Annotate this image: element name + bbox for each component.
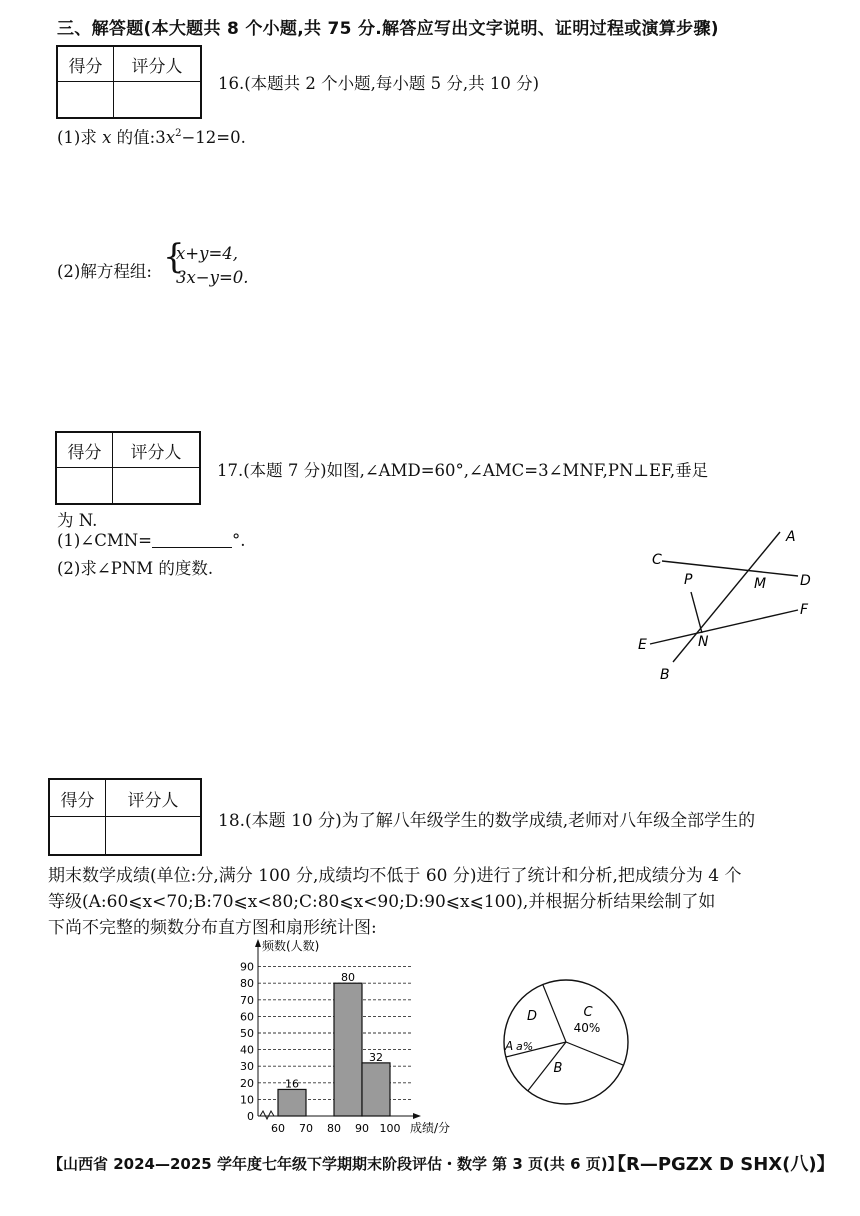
- y-tick-label: 10: [240, 1093, 254, 1107]
- q18-header: 18.(本题 10 分)为了解八年级学生的数学成绩,老师对八年级全部学生的: [218, 811, 756, 831]
- y-axis-arrow: [255, 939, 261, 947]
- q16-p1-var2: x: [165, 128, 176, 147]
- x-tick-label: 80: [327, 1122, 341, 1135]
- q16-header: 16.(本题共 2 个小题,每小题 5 分,共 10 分): [218, 74, 540, 93]
- q16-part1: [57, 124, 246, 148]
- label-c: C: [652, 552, 662, 568]
- histogram-bar: [334, 983, 362, 1116]
- grader-cell[interactable]: [114, 82, 200, 117]
- q17-p1-suffix: °.: [231, 531, 246, 550]
- q16-part2-label: (2)解方程组:: [57, 262, 152, 281]
- grader-label: 评分人: [106, 780, 200, 817]
- q18-line2: 期末数学成绩(单位:分,满分 100 分,成绩均不低于 60 分)进行了统计和分析,把成绩分为 4 个: [48, 866, 742, 886]
- y-tick-label: 90: [240, 960, 254, 974]
- label-f: F: [800, 602, 809, 618]
- q16-eq2: 3x−y=0.: [176, 268, 249, 287]
- y-tick-label: 40: [240, 1043, 254, 1057]
- paper-code: 【R—PGZX D SHX(八)】: [608, 1154, 835, 1175]
- x-axis-arrow: [413, 1113, 421, 1119]
- slice-label-d: D: [526, 1009, 538, 1024]
- slice-percent-a: a%: [516, 1040, 534, 1053]
- x-tick-label: 70: [299, 1122, 313, 1135]
- label-m: M: [754, 576, 767, 592]
- axis-break-symbol: [260, 1111, 274, 1119]
- y-tick-label: 20: [240, 1076, 254, 1090]
- page-footer: 【山西省 2024—2025 学年度七年级下学期期末阶段评估・数学 第 3 页(共 6 页)】: [48, 1155, 623, 1173]
- answer-blank[interactable]: [152, 533, 232, 548]
- y-tick-label: 70: [240, 993, 254, 1007]
- score-box-q16: [56, 45, 202, 119]
- slice-label-a: A: [505, 1039, 514, 1053]
- x-axis-label: 成绩/分: [410, 1121, 451, 1135]
- x-tick-label: 100: [379, 1122, 401, 1135]
- q17-header: 17.(本题 7 分)如图,∠AMD=60°,∠AMC=3∠MNF,PN⊥EF,垂足: [217, 461, 709, 480]
- y-tick-label: 60: [240, 1010, 254, 1024]
- score-label: 得分: [50, 780, 106, 817]
- score-label: 得分: [58, 47, 114, 82]
- geometry-figure: [630, 522, 830, 687]
- histogram: [222, 936, 472, 1136]
- label-p: P: [684, 572, 693, 588]
- q17-cont: 为 N.: [57, 511, 98, 530]
- bar-value-label: 16: [285, 1077, 299, 1091]
- q16-p1-tail: −12=0.: [181, 128, 246, 147]
- bar-value-label: 32: [369, 1050, 383, 1064]
- line-cd: [662, 561, 798, 576]
- y-tick-label: 50: [240, 1027, 254, 1040]
- q16-p1-exponent: 2: [175, 128, 182, 139]
- q17-part1: [57, 531, 245, 550]
- q16-p1-mid: 的值:3: [111, 128, 166, 147]
- score-label: 得分: [57, 433, 113, 468]
- label-d: D: [800, 573, 811, 589]
- label-n: N: [698, 634, 709, 650]
- bar-value-label: 80: [341, 971, 355, 985]
- line-ab: [673, 532, 780, 662]
- pie-chart: [496, 972, 636, 1112]
- score-cell[interactable]: [58, 82, 114, 117]
- y-axis-label: 频数(人数): [262, 939, 320, 953]
- q16-eq1: x+y=4,: [176, 244, 239, 263]
- q17-p1-prefix: (1)∠CMN=: [57, 531, 152, 550]
- slice-label-b: B: [553, 1061, 563, 1076]
- grader-cell[interactable]: [113, 468, 199, 503]
- histogram-bar: [362, 1063, 390, 1116]
- q16-p1-var: x: [102, 128, 112, 147]
- q18-line3: 等级(A:60⩽x<70;B:70⩽x<80;C:80⩽x<90;D:90⩽x⩽100),并根据分析结果绘制了如: [48, 892, 716, 912]
- score-cell[interactable]: [50, 817, 106, 854]
- line-pn: [691, 592, 702, 633]
- equation-brace: {: [163, 237, 185, 277]
- score-box-q17: [55, 431, 201, 505]
- slice-percent-c: 40%: [573, 1021, 601, 1035]
- label-b: B: [660, 667, 670, 683]
- slice-label-c: C: [583, 1005, 593, 1020]
- grader-cell[interactable]: [106, 817, 200, 854]
- histogram-bar: [278, 1089, 306, 1116]
- y-tick-label: 80: [240, 977, 254, 991]
- score-cell[interactable]: [57, 468, 113, 503]
- label-a: A: [786, 529, 796, 545]
- section-title: 三、解答题(本大题共 8 个小题,共 75 分.解答应写出文字说明、证明过程或演算步骤): [57, 19, 719, 39]
- label-e: E: [638, 637, 647, 653]
- x-tick-label: 90: [355, 1122, 369, 1135]
- q16-p1-prefix: (1)求: [57, 128, 103, 147]
- y-tick-label: 30: [240, 1060, 254, 1074]
- score-box-q18: [48, 778, 202, 856]
- y-tick-label: 0: [247, 1110, 254, 1123]
- grader-label: 评分人: [114, 47, 200, 82]
- grader-label: 评分人: [113, 433, 199, 468]
- x-tick-label: 60: [271, 1122, 285, 1135]
- q18-line4: 下尚不完整的频数分布直方图和扇形统计图:: [48, 918, 377, 938]
- line-ef: [650, 610, 798, 644]
- q17-part2: (2)求∠PNM 的度数.: [57, 559, 214, 578]
